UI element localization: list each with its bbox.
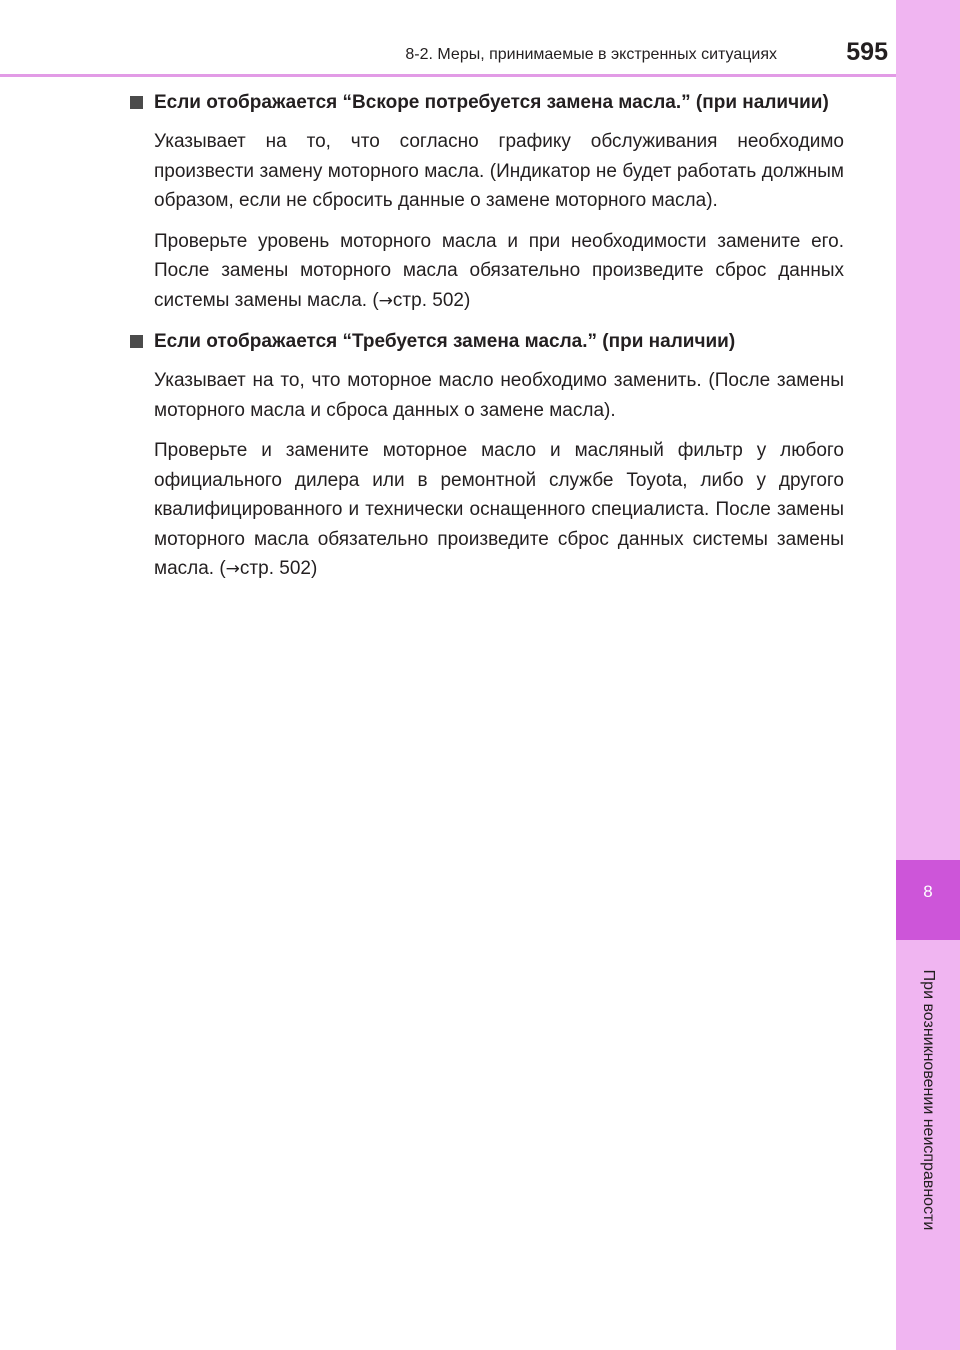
paragraph: Указывает на то, что моторное масло необходимо заменить. (После замены моторного масла и сброса данных о замене масла). xyxy=(154,370,844,421)
arrow-right-icon: → xyxy=(378,290,393,311)
page-reference-link[interactable]: стр. 502) xyxy=(239,558,318,579)
page-number: 595 xyxy=(846,38,888,66)
paragraph: Указывает на то, что согласно графику обслуживания необходимо произвести замену моторного масла. (Индикатор не будет работать должным образом, если не сбросить данные о замене моторного масла). xyxy=(154,131,844,211)
chapter-number: 8 xyxy=(923,882,933,901)
paragraph-with-reference xyxy=(128,227,844,317)
paragraph-with-reference xyxy=(128,436,844,585)
square-bullet-icon xyxy=(130,335,143,348)
page-reference-link[interactable]: стр. 502) xyxy=(392,289,471,311)
paragraph-text: Проверьте уровень моторного масла и при необходимости замените его. После замены моторного масла обязательно произведите сброс данных системы замены масла. ( xyxy=(154,230,844,311)
header-divider xyxy=(0,74,896,77)
page-content xyxy=(128,88,844,596)
chapter-title: При возникновении неисправности xyxy=(920,969,937,1231)
header-section-title: 8-2. Меры, принимаемые в экстренных ситуациях xyxy=(405,46,777,63)
square-bullet-icon xyxy=(130,96,143,109)
section-heading-text: Если отображается “Вскоре потребуется замена масла.” (при наличии) xyxy=(154,92,829,113)
arrow-right-icon: → xyxy=(225,559,240,579)
section-heading-text: Если отображается “Требуется замена масла.” (при наличии) xyxy=(154,331,736,352)
section-heading-oil-required xyxy=(128,327,844,356)
chapter-side-tab xyxy=(896,0,960,1350)
paragraph-text: Проверьте и замените моторное масло и масляный фильтр у любого официального дилера или в ремонтной службе Toyota, либо у другого квалифицированного и технически оснащенного специалиста. После замены моторного масла обязательно произведите сброс данных системы замены масла. ( xyxy=(154,440,844,579)
section-heading-oil-soon xyxy=(128,88,844,117)
